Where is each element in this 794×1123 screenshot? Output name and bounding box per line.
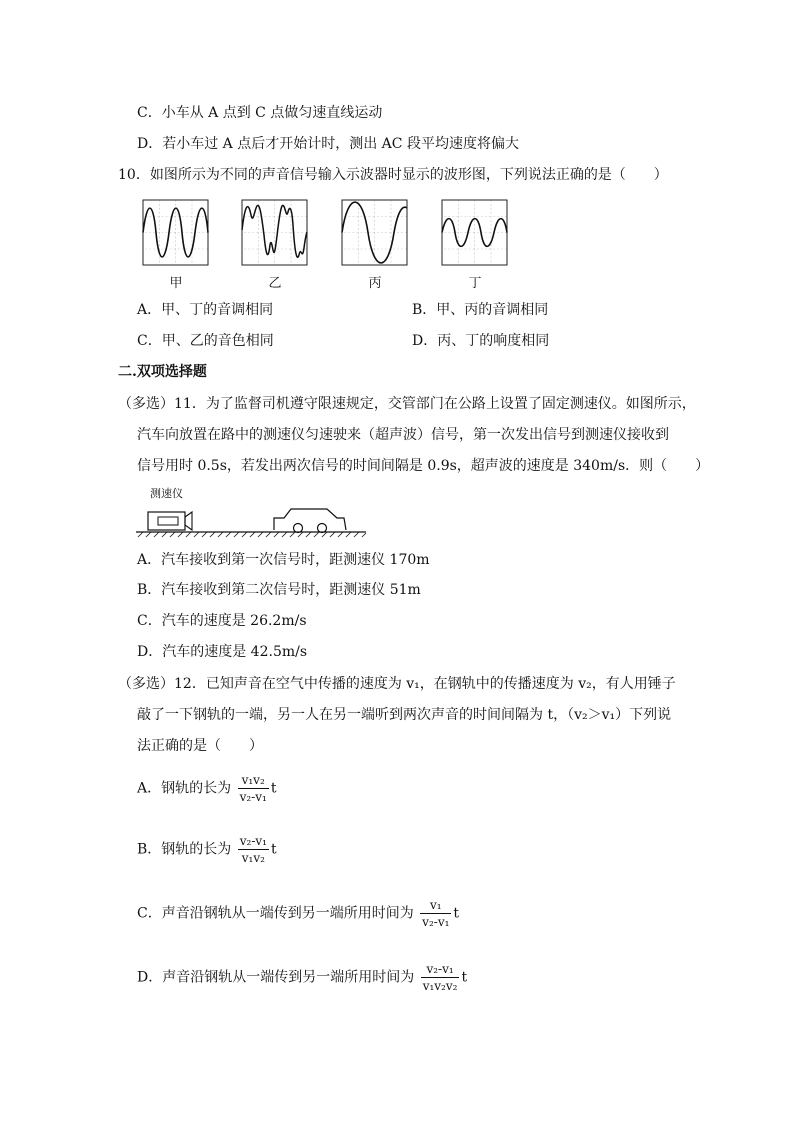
fraction-numerator: v₁ xyxy=(420,898,451,914)
variable-t: t xyxy=(270,780,277,797)
q12-option-a-text: A．钢轨的长为 xyxy=(137,780,232,797)
waveform-jia xyxy=(143,200,208,265)
q12-option-a-fraction xyxy=(238,773,269,804)
q12-option-d xyxy=(137,962,467,993)
q11-option-a: A．汽车接收到第一次信号时，距测速仪 170m xyxy=(137,552,430,568)
q11-option-d: D．汽车的速度是 42.5m/s xyxy=(137,644,308,660)
waveform-label-jia: 甲 xyxy=(169,276,183,291)
waveform-label-yi: 乙 xyxy=(268,276,282,291)
q10-option-a: A．甲、丁的音调相同 xyxy=(137,302,274,318)
q11-stem-line3: 信号用时 0.5s，若发出两次信号的时间间隔是 0.9s，超声波的速度是 340m/s．则（ ） xyxy=(137,458,710,474)
speed-meter-icon xyxy=(148,512,192,530)
speed-meter-label: 测速仪 xyxy=(150,487,183,500)
waveform-ding xyxy=(442,200,507,265)
q10-option-b: B．甲、丙的音调相同 xyxy=(412,302,549,318)
q9-option-c: C．小车从 A 点到 C 点做匀速直线运动 xyxy=(137,105,383,121)
oscilloscope-waveforms xyxy=(140,198,520,270)
q10-option-d: D．丙、丁的响度相同 xyxy=(412,333,550,349)
q12-option-b xyxy=(137,834,277,865)
fraction-denominator: v₁v₂v₂ xyxy=(422,979,458,993)
q11-stem-line1: （多选）11．为了监督司机遵守限速规定，交管部门在公路上设置了固定测速仪。如图所示， xyxy=(118,396,696,412)
section-heading: 二.双项选择题 xyxy=(118,364,207,380)
q12-option-d-fraction xyxy=(421,962,460,993)
q11-option-c: C．汽车的速度是 26.2m/s xyxy=(137,613,307,629)
fraction-denominator: v₂-v₁ xyxy=(422,915,450,929)
waveform-yi xyxy=(242,200,307,265)
road-hatching xyxy=(138,532,366,537)
fraction-denominator: v₂-v₁ xyxy=(239,790,267,804)
q12-stem-line2: 敲了一下钢轨的一端，另一人在另一端听到两次声音的时间间隔为 t，（v₂＞v₁）下列说 xyxy=(137,707,672,723)
q10-stem: 10．如图所示为不同的声音信号输入示波器时显示的波形图，下列说法正确的是（ ） xyxy=(118,167,668,183)
speed-camera-diagram xyxy=(134,498,370,540)
fraction-denominator: v₁v₂ xyxy=(241,851,265,865)
fraction-numerator: v₁v₂ xyxy=(238,773,269,789)
fraction-numerator: v₂-v₁ xyxy=(421,962,460,978)
q11-option-b: B．汽车接收到第二次信号时，距测速仪 51m xyxy=(137,582,421,598)
q9-option-d: D．若小车过 A 点后才开始计时，测出 AC 段平均速度将偏大 xyxy=(137,136,519,152)
variable-t: t xyxy=(453,905,460,922)
q11-stem-line2: 汽车向放置在路中的测速仪匀速驶来（超声波）信号，第一次发出信号到测速仪接收到 xyxy=(137,427,669,443)
q12-option-c xyxy=(137,898,459,929)
q12-option-a xyxy=(137,773,276,804)
q12-stem-line1: （多选）12．已知声音在空气中传播的速度为 v₁，在钢轨中的传播速度为 v₂，有人用锤子 xyxy=(118,676,676,692)
q12-option-c-text: C．声音沿钢轨从一端传到另一端所用时间为 xyxy=(137,905,414,922)
q12-option-b-text: B．钢轨的长为 xyxy=(137,841,232,858)
waveform-bing xyxy=(342,200,407,265)
q12-option-b-fraction xyxy=(238,834,269,865)
q10-option-c: C．甲、乙的音色相同 xyxy=(137,333,274,349)
q12-option-c-fraction xyxy=(420,898,451,929)
q12-stem-line3: 法正确的是（ ） xyxy=(137,738,263,754)
waveform-label-bing: 丙 xyxy=(368,276,382,291)
variable-t: t xyxy=(461,969,468,986)
q12-option-d-text: D．声音沿钢轨从一端传到另一端所用时间为 xyxy=(137,969,415,986)
waveform-label-ding: 丁 xyxy=(468,276,482,291)
fraction-numerator: v₂-v₁ xyxy=(239,834,267,848)
variable-t: t xyxy=(270,841,277,858)
car-icon xyxy=(274,509,346,533)
